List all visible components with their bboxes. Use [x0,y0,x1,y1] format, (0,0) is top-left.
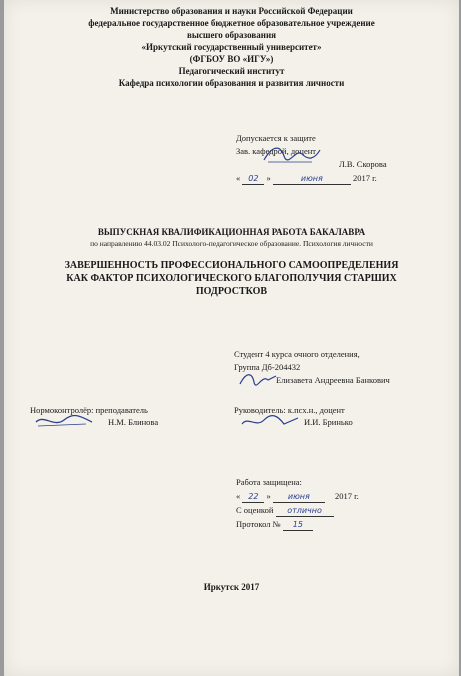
grade-row [236,505,334,517]
supervisor-label: Руководитель: к.псх.н., доцент [234,405,345,415]
education-level-line: высшего образования [186,30,277,40]
student-group: Группа Дб-204432 [234,362,301,372]
approval-year: 2017 г. [353,173,377,183]
approval-date-row [236,173,377,185]
ministry-line: Министерство образования и науки Российской Федерации [110,6,353,16]
protocol-label: Протокол № [236,519,281,529]
supervisor-name: И.И. Бринько [304,417,353,427]
institute-name: Педагогический институт [178,66,285,76]
normcontroller-name: Н.М. Блинова [108,417,159,427]
thesis-title-line-3: ПОДРОСТКОВ [195,286,268,297]
student-signature [238,370,278,390]
university-name: «Иркутский государственный университет» [141,42,322,52]
defense-year: 2017 г. [335,491,359,501]
approval-day: 02 [242,174,264,185]
head-signature [262,142,322,166]
grade-label: С оценкой [236,505,274,515]
department-name: Кафедра психологии образования и развития личности [118,78,345,88]
supervisor-signature [240,412,300,432]
protocol-number: 15 [283,520,313,531]
thesis-title-line-1: ЗАВЕРШЕННОСТЬ ПРОФЕССИОНАЛЬНОГО САМООПРЕДЕЛЕНИЯ [64,260,399,271]
student-course: Студент 4 курса очного отделения, [234,349,360,359]
head-name: Л.В. Скорова [339,159,387,169]
admitted-label: Допускается к защите [236,133,316,143]
date-open-quote: « [236,173,241,183]
grade-value: отлично [276,506,334,517]
document-page [4,0,459,676]
university-abbr: (ФГБОУ ВО «ИГУ») [189,54,274,64]
defense-date-row [236,491,359,503]
institution-type-line: федеральное государственное бюджетное образовательное учреждение [88,18,375,28]
defense-month: июня [273,492,325,503]
student-name: Елизавета Андреевна Банкович [276,375,390,385]
approval-month: июня [273,174,351,185]
city-year: Иркутск 2017 [203,582,260,592]
head-of-dept-label: Зав. кафедрой, доцент [236,146,317,156]
normcontroller-signature [34,412,94,430]
defended-label: Работа защищена: [236,477,302,487]
defense-day: 22 [242,492,264,503]
defense-date-open-quote: « [236,491,241,501]
thesis-title-line-2: КАК ФАКТОР ПСИХОЛОГИЧЕСКОГО БЛАГОПОЛУЧИЯ СТАРШИХ [66,273,397,284]
defense-date-close-quote: » [266,491,271,501]
protocol-row [236,519,313,531]
work-direction: по направлению 44.03.02 Психолого-педагогическое образование. Психология личности [90,239,373,248]
date-close-quote: » [266,173,271,183]
normcontroller-label: Нормоконтролёр: преподаватель [30,405,148,415]
work-type: ВЫПУСКНАЯ КВАЛИФИКАЦИОННАЯ РАБОТА БАКАЛАВРА [97,227,366,237]
